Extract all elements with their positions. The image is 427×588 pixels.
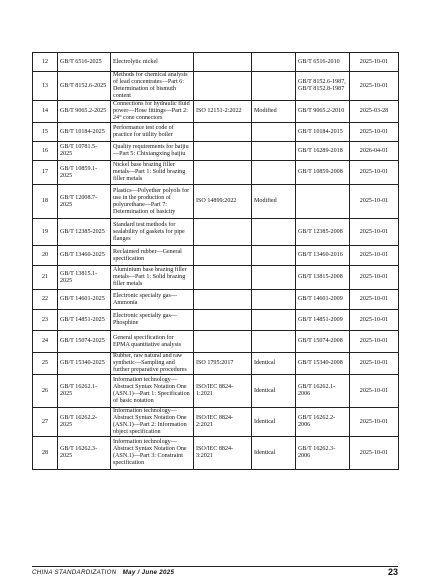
- cell-adoption-degree: Modified: [252, 101, 296, 123]
- cell-standard-code: GB/T 6516-2025: [58, 53, 111, 72]
- cell-adoption-degree: [252, 290, 296, 310]
- cell-replaced-standard: GB/T 16262.1-2006: [296, 375, 350, 408]
- cell-number: 18: [33, 185, 58, 219]
- cell-standard-title: Performance test code of practice for utility boiler: [111, 123, 194, 142]
- cell-number: 24: [33, 331, 58, 353]
- cell-standard-title: Information technology—Abstract Syntax Notation One (ASN.1)—Part 3: Constraint specification: [111, 437, 194, 470]
- footer-publication-line: [32, 569, 174, 576]
- cell-standard-code: GB/T 10184-2025: [58, 123, 111, 142]
- cell-replaced-standard: GB/T 15074-2008: [296, 331, 350, 353]
- cell-implementation-date: 2025-10-01: [350, 375, 399, 408]
- cell-standard-code: GB/T 13815.1-2025: [58, 266, 111, 290]
- cell-adoption-degree: [252, 72, 296, 101]
- cell-standard-title: Methods for chemical analysis of lead concentrates—Part 6: Determination of bismuth content: [111, 72, 194, 101]
- footer-rule: [32, 566, 398, 567]
- cell-implementation-date: 2025-10-01: [350, 246, 399, 266]
- cell-number: 14: [33, 101, 58, 123]
- cell-number: 28: [33, 437, 58, 470]
- cell-standard-title: Plastics—Polyether polyols for use in the production of polyurethane—Part 7: Determination of basicity: [111, 185, 194, 219]
- table-row: [33, 72, 399, 101]
- cell-replaced-standard: GB/T 14851-2009: [296, 310, 350, 331]
- cell-international-standard: [194, 53, 252, 72]
- cell-replaced-standard: GB/T 6516-2010: [296, 53, 350, 72]
- issue-date: May / June 2025: [122, 569, 175, 576]
- cell-replaced-standard: GB/T 16262.3-2006: [296, 437, 350, 470]
- cell-standard-title: Rubber, raw natural and raw synthetic—Sampling and further preparative procedures: [111, 353, 194, 375]
- table-row: [33, 290, 399, 310]
- cell-standard-title: Aluminium base brazing filler metals—Part 1: Solid brazing filler metals: [111, 266, 194, 290]
- cell-number: 23: [33, 310, 58, 331]
- page-footer: [32, 566, 398, 578]
- cell-international-standard: [194, 246, 252, 266]
- cell-adoption-degree: Identical: [252, 408, 296, 437]
- table-row: [33, 437, 399, 470]
- table-row: [33, 123, 399, 142]
- cell-international-standard: [194, 142, 252, 161]
- cell-number: 17: [33, 161, 58, 185]
- table-row: [33, 246, 399, 266]
- page-number: 23: [387, 567, 398, 577]
- cell-standard-title: Reclaimed rubber—General specification: [111, 246, 194, 266]
- cell-adoption-degree: Modified: [252, 185, 296, 219]
- cell-adoption-degree: Identical: [252, 375, 296, 408]
- cell-international-standard: [194, 290, 252, 310]
- cell-adoption-degree: [252, 331, 296, 353]
- cell-adoption-degree: Identical: [252, 437, 296, 470]
- cell-adoption-degree: [252, 310, 296, 331]
- table-row: [33, 353, 399, 375]
- cell-number: 12: [33, 53, 58, 72]
- cell-number: 25: [33, 353, 58, 375]
- cell-standard-code: GB/T 12008.7-2025: [58, 185, 111, 219]
- table-row: [33, 266, 399, 290]
- cell-implementation-date: 2025-10-01: [350, 331, 399, 353]
- standards-table: [32, 52, 399, 470]
- cell-implementation-date: 2025-10-01: [350, 437, 399, 470]
- cell-number: 20: [33, 246, 58, 266]
- cell-standard-title: Connections for hydraulic fluid power—Hose fittings—Part 2: 24° cone connectors: [111, 101, 194, 123]
- table-row: [33, 142, 399, 161]
- cell-standard-code: GB/T 13460-2025: [58, 246, 111, 266]
- table-row: [33, 408, 399, 437]
- cell-standard-code: GB/T 10781.5-2025: [58, 142, 111, 161]
- table-row: [33, 161, 399, 185]
- cell-replaced-standard: GB/T 12385-2008: [296, 219, 350, 246]
- cell-implementation-date: 2025-10-01: [350, 290, 399, 310]
- cell-replaced-standard: GB/T 16289-2018: [296, 142, 350, 161]
- cell-international-standard: ISO 12151-2:2022: [194, 101, 252, 123]
- cell-standard-title: Information technology—Abstract Syntax Notation One (ASN.1)—Part 1: Specification of basic notation: [111, 375, 194, 408]
- table-row: [33, 219, 399, 246]
- cell-replaced-standard: GB/T 13460-2016: [296, 246, 350, 266]
- cell-replaced-standard: GB/T 15340-2008: [296, 353, 350, 375]
- cell-number: 26: [33, 375, 58, 408]
- table-row: [33, 101, 399, 123]
- table-body: [33, 53, 399, 470]
- cell-standard-code: GB/T 14851-2025: [58, 310, 111, 331]
- cell-number: 15: [33, 123, 58, 142]
- cell-international-standard: [194, 219, 252, 246]
- table-row: [33, 331, 399, 353]
- cell-standard-code: GB/T 12385-2025: [58, 219, 111, 246]
- cell-implementation-date: 2025-03-28: [350, 101, 399, 123]
- cell-standard-title: Nickel base brazing filler metals—Part 1: Solid brazing filler metals: [111, 161, 194, 185]
- cell-implementation-date: 2025-10-01: [350, 123, 399, 142]
- cell-replaced-standard: GB/T 10859-2008: [296, 161, 350, 185]
- cell-standard-code: GB/T 16262.2-2025: [58, 408, 111, 437]
- cell-standard-title: Information technology—Abstract Syntax Notation One (ASN.1)—Part 2: Information object specification: [111, 408, 194, 437]
- cell-number: 16: [33, 142, 58, 161]
- table-row: [33, 185, 399, 219]
- cell-standard-code: GB/T 9065.2-2025: [58, 101, 111, 123]
- cell-international-standard: ISO/IEC 8824-2:2021: [194, 408, 252, 437]
- cell-replaced-standard: GB/T 13815-2008: [296, 266, 350, 290]
- cell-international-standard: ISO/IEC 8824-1:2021: [194, 375, 252, 408]
- cell-standard-code: GB/T 10859.1-2025: [58, 161, 111, 185]
- cell-international-standard: ISO 1795:2017: [194, 353, 252, 375]
- cell-replaced-standard: GB/T 16262.2-2006: [296, 408, 350, 437]
- cell-number: 13: [33, 72, 58, 101]
- cell-standard-code: GB/T 15340-2025: [58, 353, 111, 375]
- cell-implementation-date: 2025-10-01: [350, 408, 399, 437]
- cell-international-standard: [194, 266, 252, 290]
- cell-adoption-degree: [252, 219, 296, 246]
- cell-standard-title: Standard test methods for sealability of gaskets for pipe flanges: [111, 219, 194, 246]
- cell-adoption-degree: [252, 246, 296, 266]
- cell-adoption-degree: [252, 53, 296, 72]
- cell-standard-title: Electronic specialty gas—Ammonia: [111, 290, 194, 310]
- cell-implementation-date: 2025-10-01: [350, 53, 399, 72]
- table-row: [33, 310, 399, 331]
- cell-implementation-date: 2025-10-01: [350, 353, 399, 375]
- cell-standard-title: Quality requirements for baijiu—Part 5: Chixiangxing baijiu: [111, 142, 194, 161]
- cell-implementation-date: 2025-10-01: [350, 266, 399, 290]
- cell-standard-code: GB/T 16262.1-2025: [58, 375, 111, 408]
- cell-standard-code: GB/T 15074-2025: [58, 331, 111, 353]
- cell-replaced-standard: GB/T 8152.6-1987, GB/T 8152.8-1987: [296, 72, 350, 101]
- cell-implementation-date: 2025-10-01: [350, 310, 399, 331]
- cell-implementation-date: 2025-10-01: [350, 219, 399, 246]
- cell-international-standard: ISO/IEC 8824-3:2021: [194, 437, 252, 470]
- cell-standard-title: Electrolytic nickel: [111, 53, 194, 72]
- cell-adoption-degree: [252, 266, 296, 290]
- cell-number: 21: [33, 266, 58, 290]
- cell-number: 19: [33, 219, 58, 246]
- cell-implementation-date: 2025-10-01: [350, 161, 399, 185]
- cell-number: 22: [33, 290, 58, 310]
- cell-standard-code: GB/T 8152.6-2025: [58, 72, 111, 101]
- cell-international-standard: [194, 72, 252, 101]
- cell-adoption-degree: [252, 142, 296, 161]
- cell-international-standard: [194, 310, 252, 331]
- cell-international-standard: [194, 331, 252, 353]
- cell-standard-title: Electronic specialty gas—Phosphine: [111, 310, 194, 331]
- cell-implementation-date: 2025-10-01: [350, 72, 399, 101]
- publication-name: CHINA STANDARDIZATION: [32, 569, 117, 576]
- cell-standard-title: General specification for EPMA quantitative analysis: [111, 331, 194, 353]
- cell-replaced-standard: GB/T 14601-2009: [296, 290, 350, 310]
- cell-adoption-degree: [252, 161, 296, 185]
- cell-implementation-date: 2026-04-01: [350, 142, 399, 161]
- cell-adoption-degree: [252, 123, 296, 142]
- cell-international-standard: [194, 161, 252, 185]
- table-row: [33, 375, 399, 408]
- cell-replaced-standard: GB/T 9065.2-2010: [296, 101, 350, 123]
- cell-number: 27: [33, 408, 58, 437]
- cell-standard-code: GB/T 16262.3-2025: [58, 437, 111, 470]
- cell-international-standard: [194, 123, 252, 142]
- cell-international-standard: ISO 14899:2022: [194, 185, 252, 219]
- cell-replaced-standard: [296, 185, 350, 219]
- cell-adoption-degree: Identical: [252, 353, 296, 375]
- table-row: [33, 53, 399, 72]
- cell-implementation-date: 2025-10-01: [350, 185, 399, 219]
- cell-replaced-standard: GB/T 10184-2015: [296, 123, 350, 142]
- cell-standard-code: GB/T 14601-2025: [58, 290, 111, 310]
